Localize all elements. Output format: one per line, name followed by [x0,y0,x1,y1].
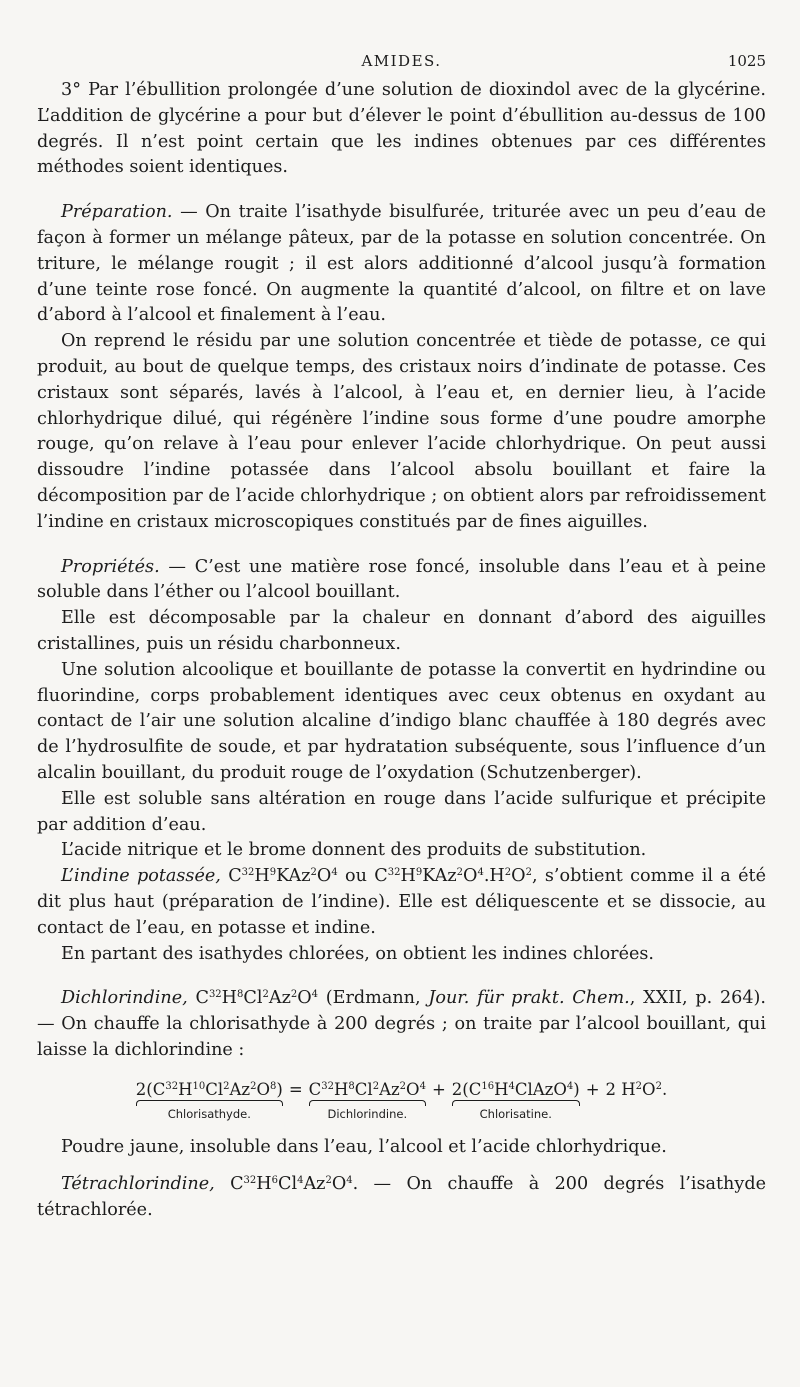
formula: $C^{32}H^8Cl^2Az^2O^4$ [187,988,319,1009]
paragraph-chlorinated-indines: En partant des isathydes chlorées, on obtient les indines chlorées. [61,943,655,964]
paragraph-sulfuric: Elle est soluble sans altération en rouge dans l’acide sulfurique et précipite par addition d’eau. [37,788,766,835]
paragraph-residue: On reprend le résidu par une solution concentrée et tiède de potasse, ce qui produit, au bout de quelque temps, des cristaux noirs d’indinate de potasse. Ces cristaux sont séparés, lavés à l’alcool, à l’eau et, en dernier lieu, à l’acide chlorhydrique dilué, qui régénère l’indine sous forme d’une poudre amorphe rouge, qu’on relave à l’eau pour enlever l’acide chlorhydrique. On peut aussi dissoudre l’indine potassée dans l’alcool absolu bouillant et faire la décomposition par de l’acide chlorhydrique ; on obtient alors par refroidissement l’indine en cristaux microscopiques constitués par de fines aiguilles. [37,331,766,532]
page-header [37,48,766,78]
equals-sign: = [288,1079,303,1099]
paragraph-preparation: Préparation. — On traite l’isathyde bisulfurée, triturée avec un peu d’eau de façon à former un mélange pâteux, par de la potasse en solution concentrée. On triture, le mélange rougit ; il est alors additionné d’alcool jusqu’à formation d’une teinte rose foncé. On augmente la quantité d’alcool, on filtre et on lave d’abord à l’alcool et finalement à l’eau. [37,202,766,326]
paragraph-indine-potassee: L’indine potassée, $C^{32}H^9KAz^2O^4$ ou $C^{32}H^9KAz^2O^4.H^2O^2$, s’obtient comme il a été dit plus haut (préparation de l’indine). Elle est déliquescente et se dissocie, au contact de l’eau, en potasse et indine. [37,866,767,938]
chemical-equation [37,1080,766,1121]
paragraph-potash-solution: Une solution alcoolique et bouillante de potasse la convertit en hydrindine ou fluorindine, corps probablement identiques avec ceux obtenus en oxydant au contact de l’air une solution alcaline d’indigo blanc chauffée à 180 degrés avec de l’hydrosulfite de soude, et par hydratation subséquente, sous l’influence d’un alcalin bouillant, du produit rouge de l’oxydation (Schutzenberger). [37,659,766,783]
formula: $C^{32}H^9KAz^2O^4$ [220,866,338,887]
paragraph-tetrachlorindine: Tétrachlorindine, $C^{32}H^6Cl^4Az^2O^4$. — On chauffe à 200 degrés l’isathyde tétrachlorée. [37,1174,766,1221]
page-number: 1025 [727,52,766,70]
paragraph-heat: Elle est décomposable par la chaleur en donnant d’abord des aiguilles cristallines, puis un résidu charbonneux. [37,608,766,654]
running-title: AMIDES. [361,52,442,70]
body-text [37,78,766,1224]
section-heading-preparation: Préparation. [61,202,173,223]
equation-label: Chlorisathyde. [167,1106,251,1121]
paragraph-yellow-powder: Poudre jaune, insoluble dans l’eau, l’alcool et l’acide chlorhydrique. [61,1136,667,1157]
formula: $C^{32}H^9KAz^2O^4.H^2O^2$ [374,866,532,887]
compound-name-indine-potassee: L’indine potassée, [61,866,221,887]
equation-term-water: 2 $H^2O^2$. [605,1079,668,1099]
paragraph-dichlorindine: Dichlorindine, $C^{32}H^8Cl^2Az^2O^4$ (Erdmann, Jour. für prakt. Chem., XXII, p. 264). — On chauffe la chlorisathyde à 200 degrés ; on traite par l’alcool bouillant, qui laisse la dichlorindine : [37,988,767,1060]
underbrace [452,1100,580,1106]
paragraph-substitution: L’acide nitrique et le brome donnent des produits de substitution. [61,840,647,861]
compound-name-dichlorindine: Dichlorindine, [61,988,188,1009]
formula: $C^{32}H^6Cl^4Az^2O^4$ [214,1174,353,1195]
underbrace [309,1100,426,1106]
journal-reference: Jour. für prakt. Chem. [428,988,630,1009]
plus-sign: + [431,1079,446,1099]
paragraph-properties: Propriétés. — C’est une matière rose foncé, insoluble dans l’eau et à peine soluble dans l’éther ou l’alcool bouillant. [37,556,766,603]
equation-label: Dichlorindine. [327,1106,408,1121]
equation-term-chlorisatine: $2(C^{16}H^4ClAzO^4)$ Chlorisatine. [451,1079,580,1121]
plus-sign: + [585,1079,600,1099]
paragraph-glycerine-method: 3° Par l’ébullition prolongée d’une solution de dioxindol avec de la glycérine. L’addition de glycérine a pour but d’élever le point d’ébullition au-dessus de 100 degrés. Il n’est point certain que les indines obtenues par ces différentes méthodes soient identiques. [37,80,766,178]
equation-label: Chlorisatine. [479,1106,552,1121]
equation-term-dichlorindine: $C^{32}H^8Cl^2Az^2O^4$ Dichlorindine. [308,1079,426,1121]
section-heading-properties: Propriétés. [61,556,160,577]
compound-name-tetrachlorindine: Tétrachlorindine, [61,1174,215,1195]
underbrace [136,1100,283,1106]
equation-term-chlorisathyde: $2(C^{32}H^{10}Cl^2Az^2O^8)$ Chlorisathyde. [135,1079,283,1121]
